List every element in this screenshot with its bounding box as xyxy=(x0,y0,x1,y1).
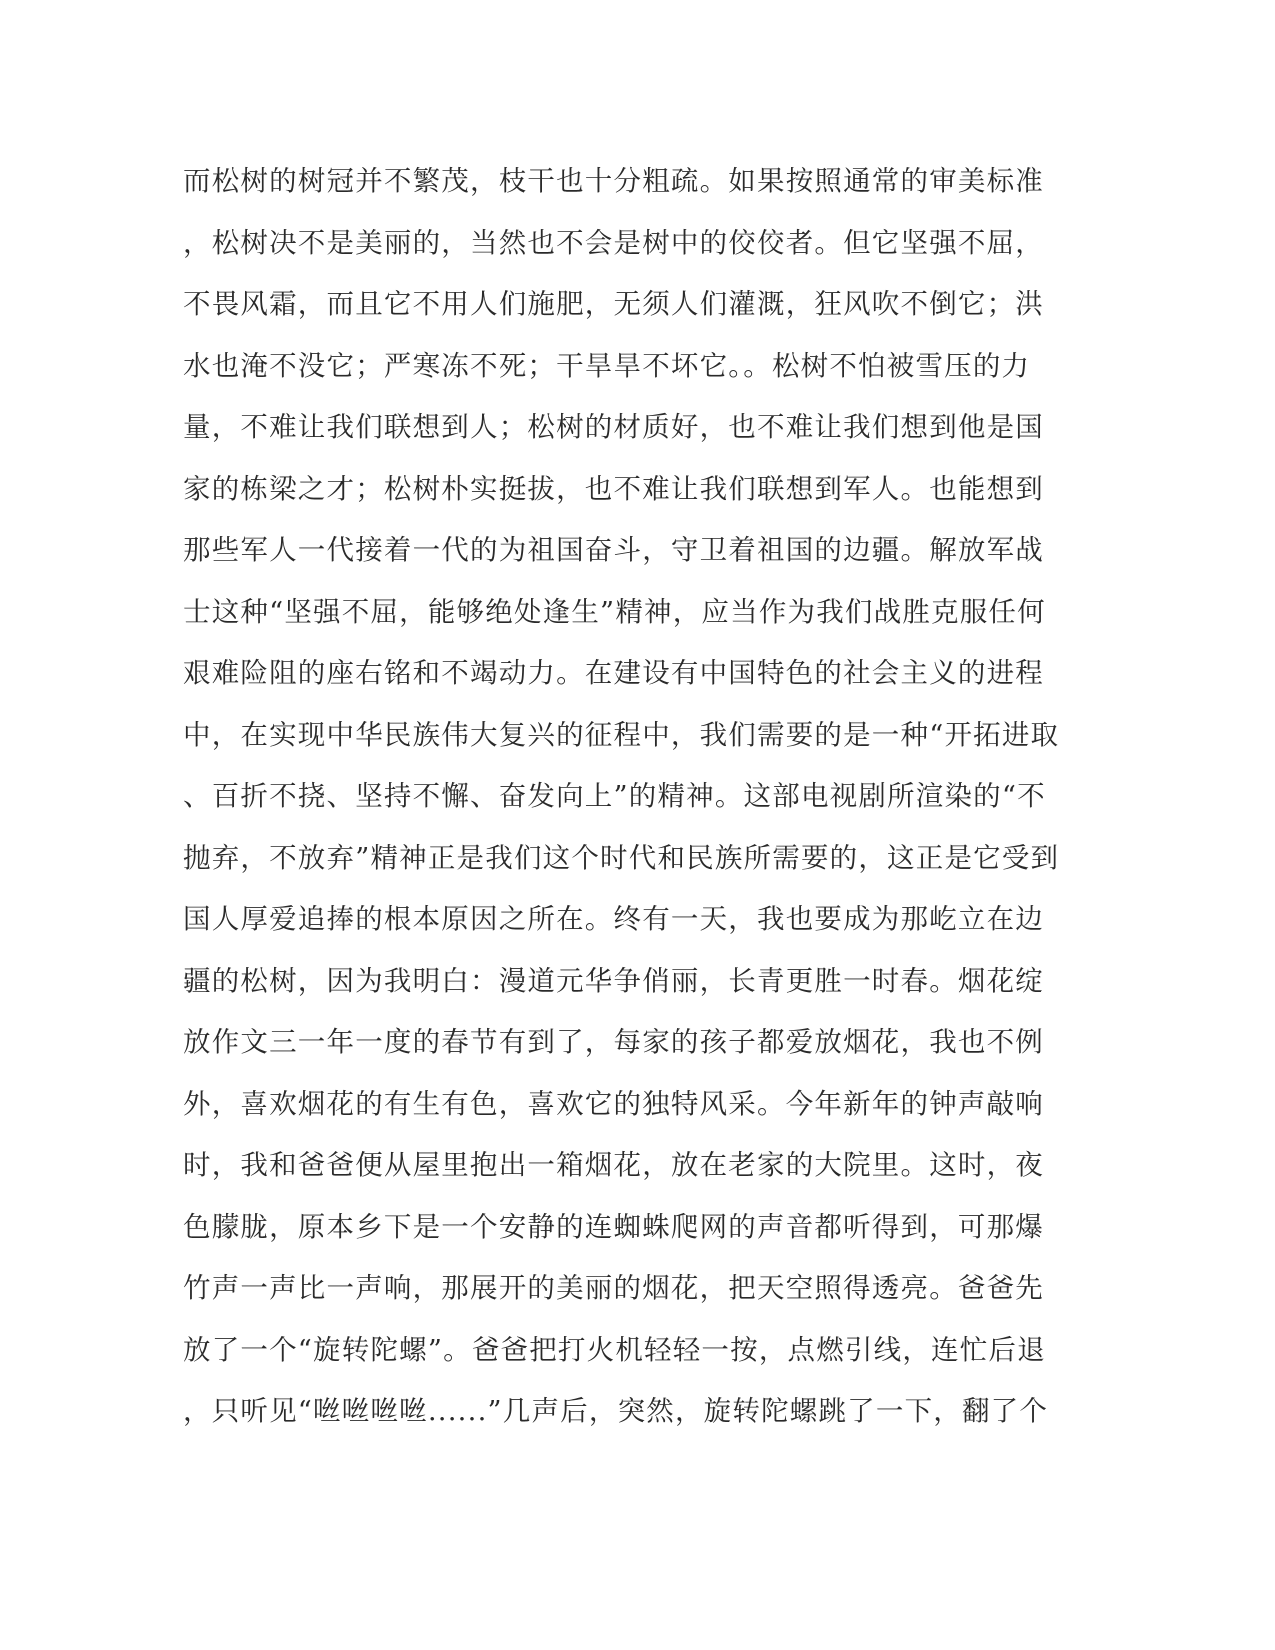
text-line: 国人厚爱追捧的根本原因之所在。终有一天，我也要成为那屹立在边 xyxy=(183,903,1044,935)
text-line: 外，喜欢烟花的有生有色，喜欢它的独特风采。今年新年的钟声敲响 xyxy=(183,1087,1044,1120)
text-line: 竹声一声比一声响，那展开的美丽的烟花，把天空照得透亮。爸爸先 xyxy=(183,1272,1044,1304)
text-line: 疆的松树，因为我明白：漫道元华争俏丽，长青更胜一时春。烟花绽 xyxy=(183,964,1044,997)
text-line: 、百折不挠、坚持不懈、奋发向上”的精神。这部电视剧所渲染的“不 xyxy=(183,780,1046,812)
text-line: 艰难险阻的座右铭和不竭动力。在建设有中国特色的社会主义的进程 xyxy=(183,657,1044,689)
text-line: 那些军人一代接着一代的为祖国奋斗，守卫着祖国的边疆。解放军战 xyxy=(183,534,1044,566)
text-line: 时，我和爸爸便从屋里抱出一箱烟花，放在老家的大院里。这时，夜 xyxy=(183,1149,1044,1181)
text-line: 士这种“坚强不屈，能够绝处逢生”精神，应当作为我们战胜克服任何 xyxy=(183,595,1046,628)
text-line: 水也淹不没它；严寒冻不死；干旱旱不坏它。。松树不怕被雪压的力 xyxy=(183,349,1031,382)
text-line: 量，不难让我们联想到人；松树的材质好，也不难让我们想到他是国 xyxy=(183,411,1044,443)
text-line: ，松树决不是美丽的，当然也不会是树中的佼佼者。但它坚强不屈， xyxy=(183,226,1044,259)
text-line: ，只听见“咝咝咝咝......”几声后，突然，旋转陀螺跳了一下，翻了个 xyxy=(183,1395,1049,1427)
text-line: 放了一个“旋转陀螺”。爸爸把打火机轻轻一按，点燃引线，连忙后退 xyxy=(183,1333,1046,1366)
text-line: 而松树的树冠并不繁茂，枝干也十分粗疏。如果按照通常的审美标准 xyxy=(183,165,1044,197)
body-text xyxy=(183,160,1063,1452)
text-line: 家的栋梁之才；松树朴实挺拔，也不难让我们联想到军人。也能想到 xyxy=(183,472,1044,505)
text-line: 色朦胧，原本乡下是一个安静的连蜘蛛爬网的声音都听得到，可那爆 xyxy=(183,1210,1044,1243)
text-line: 不畏风霜，而且它不用人们施肥，无须人们灌溉，狂风吹不倒它；洪 xyxy=(183,288,1044,320)
text-line: 放作文三一年一度的春节有到了，每家的孩子都爱放烟花，我也不例 xyxy=(183,1026,1044,1058)
text-line: 中，在实现中华民族伟大复兴的征程中，我们需要的是一种“开拓进取 xyxy=(183,718,1060,751)
text-line: 抛弃，不放弃”精神正是我们这个时代和民族所需要的，这正是它受到 xyxy=(183,841,1060,874)
